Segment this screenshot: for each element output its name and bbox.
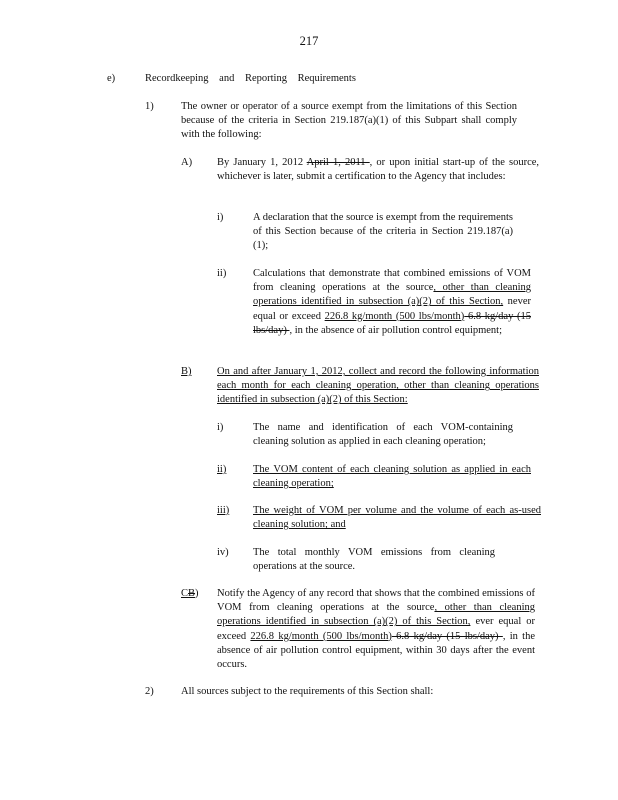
item-A-label: A) [181,157,193,168]
paragraph-1-text: The owner or operator of a source exempt from the limitations of this Section because of the criteria in Section 219.187(a)(1) of this Subpart shall comply with the following: [181,101,517,141]
inserted-text: On and after January 1, 2012, collect and record the following information each month for each cleaning operation, other than cleaning operations identified in subsection (a)(2) of this Section: [217,366,539,406]
item-A-i-text: A declaration that the source is exempt from the requirements of this Section because of the criteria in Section 219.187(a)(1); [253,212,513,252]
item-C-text: Notify the Agency of any record that shows that the combined emissions of VOM from cleaning operations at the source, other than cleaning operations identified in subsection (a)(2) of this Section, ever equal or exceed 226.8 kg/month (500 lbs/month) 6.8 kg/day (15 lbs/day) , in the absence of air pollution control equipment, within 30 days after the event occurs. [217,588,536,671]
struck-date-text: April 1, 2011 [306,157,370,168]
page-number: 217 [299,34,319,48]
item-C-label: CB) [181,588,199,599]
item-B-iii-text [253,504,541,532]
item-A-i-label: i) [217,212,224,223]
paragraph-2-text: All sources subject to the requirements of this Section shall: [181,686,434,697]
inserted-text: , other than cleaning operations identified in subsection (a)(2) of this Section, [253,282,531,308]
item-B-ii-label: ii) [217,464,227,475]
item-A-text: By January 1, 2012 April 1, 2011 , or upon initial start-up of the source, whichever is later, submit a certification to the Agency that includes: [217,157,540,183]
struck-text: 6.8 kg/day (15 lbs/day) [253,310,531,336]
item-B-iv-label: iv) [217,547,229,558]
item-B-text [217,365,539,408]
item-B-iii-label: iii) [217,505,230,516]
item-B-iv-text: The total monthly VOM emissions from cleaning operations at the source. [253,547,495,573]
item-B-label: B) [181,366,192,377]
struck-text: 6.8 kg/day (15 lbs/day) [391,630,503,642]
inserted-text: The weight of VOM per volume and the volume of each as-used cleaning solution; and [253,505,541,531]
inserted-text: , other than cleaning operations identified in subsection (a)(2) of this Section, [217,602,536,628]
item-B-i-text: The name and identification of each VOM-containing cleaning solution as applied in each cleaning operation; [253,422,513,448]
section-e-heading: Recordkeeping and Reporting Requirements [145,73,356,84]
inserted-text: 226.8 kg/month (500 lbs/month) [324,310,465,322]
inserted-text: The VOM content of each cleaning solution as applied in each cleaning operation; [253,464,531,490]
item-A-ii-text: Calculations that demonstrate that combined emissions of VOM from cleaning operations at the source, other than cleaning operations identified in subsection (a)(2) of this Section, never equal or exceed 226.8 kg/month (500 lbs/month) 6.8 kg/day (15 lbs/day) , in the absence of air pollution control equipment; [253,268,531,336]
section-e-label: e) [107,73,116,84]
item-B-ii-text [253,463,531,491]
paragraph-1-label: 1) [145,101,154,112]
item-B-i-label: i) [217,422,224,433]
inserted-text: 226.8 kg/month (500 lbs/month) [250,630,392,642]
item-A-ii-label: ii) [217,268,227,279]
paragraph-2-label: 2) [145,686,154,697]
